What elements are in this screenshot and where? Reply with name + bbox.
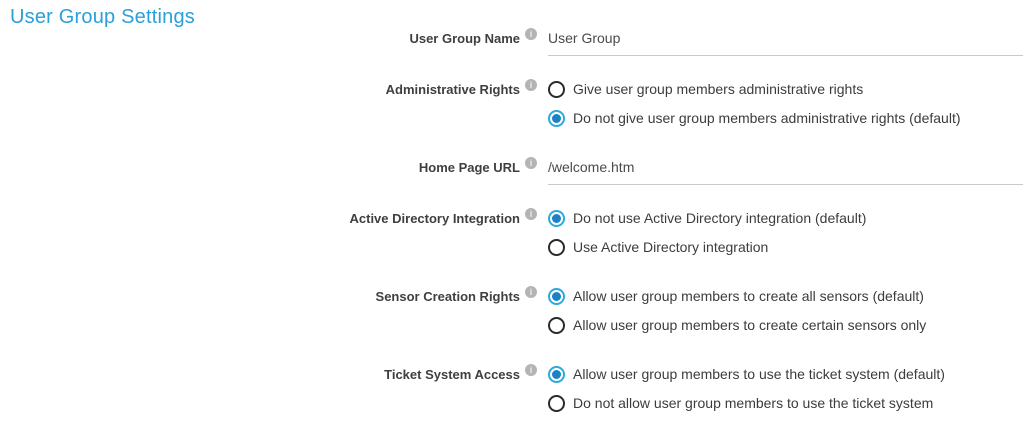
radio-option-label: Allow user group members to use the ticket system (default) <box>573 366 945 382</box>
radio-button-icon <box>548 366 565 383</box>
field-label: User Group Name <box>409 30 520 46</box>
form-row-ticket-system-access <box>0 365 1023 412</box>
radio-option-disallow-ticket-system[interactable] <box>548 394 1023 412</box>
field-label: Active Directory Integration <box>349 210 520 226</box>
radio-button-icon <box>548 110 565 127</box>
field-control-cell <box>548 365 1023 412</box>
field-label: Sensor Creation Rights <box>375 288 520 304</box>
radio-button-icon <box>548 239 565 256</box>
radio-button-icon <box>548 288 565 305</box>
radio-option-label: Do not allow user group members to use the ticket system <box>573 395 934 411</box>
form-row-home-page-url <box>0 158 1023 185</box>
radio-option-give-admin-rights[interactable] <box>548 80 1023 98</box>
field-label-cell <box>0 29 537 47</box>
field-label: Administrative Rights <box>385 81 520 97</box>
radio-button-icon <box>548 317 565 334</box>
field-control-cell <box>548 209 1023 256</box>
field-label-cell <box>0 158 537 176</box>
user-group-settings-form <box>0 29 1023 429</box>
field-label-cell <box>0 80 537 98</box>
radio-button-icon <box>548 210 565 227</box>
field-control-cell <box>548 29 1023 56</box>
form-row-administrative-rights <box>0 80 1023 127</box>
home-page-url-input[interactable] <box>548 158 1023 185</box>
radio-option-label: Give user group members administrative rights <box>573 81 864 97</box>
info-icon[interactable]: i <box>525 364 537 376</box>
info-icon[interactable]: i <box>525 79 537 91</box>
page-title: User Group Settings <box>10 6 195 28</box>
info-icon[interactable]: i <box>525 28 537 40</box>
field-control-cell <box>548 158 1023 185</box>
radio-option-label: Do not use Active Directory integration (default) <box>573 210 867 226</box>
radio-option-label: Allow user group members to create certain sensors only <box>573 317 927 333</box>
radio-option-create-certain-sensors[interactable] <box>548 316 1023 334</box>
field-control-cell <box>548 287 1023 334</box>
form-row-sensor-creation-rights <box>0 287 1023 334</box>
field-label-cell <box>0 365 537 383</box>
field-control-cell <box>548 80 1023 127</box>
radio-option-label: Do not give user group members administrative rights (default) <box>573 110 961 126</box>
radio-option-allow-ticket-system[interactable] <box>548 365 1023 383</box>
info-icon[interactable]: i <box>525 157 537 169</box>
field-label-cell <box>0 287 537 305</box>
radio-option-label: Allow user group members to create all sensors (default) <box>573 288 924 304</box>
radio-option-label: Use Active Directory integration <box>573 239 769 255</box>
field-label-cell <box>0 209 537 227</box>
radio-button-icon <box>548 395 565 412</box>
radio-option-no-ad-integration[interactable] <box>548 209 1023 227</box>
radio-option-use-ad-integration[interactable] <box>548 238 1023 256</box>
field-label: Ticket System Access <box>384 366 520 382</box>
info-icon[interactable]: i <box>525 286 537 298</box>
info-icon[interactable]: i <box>525 208 537 220</box>
radio-option-no-admin-rights[interactable] <box>548 109 1023 127</box>
field-label: Home Page URL <box>418 159 520 175</box>
user-group-name-input[interactable] <box>548 29 1023 56</box>
radio-option-create-all-sensors[interactable] <box>548 287 1023 305</box>
form-row-active-directory-integration <box>0 209 1023 256</box>
form-row-user-group-name <box>0 29 1023 56</box>
radio-button-icon <box>548 81 565 98</box>
